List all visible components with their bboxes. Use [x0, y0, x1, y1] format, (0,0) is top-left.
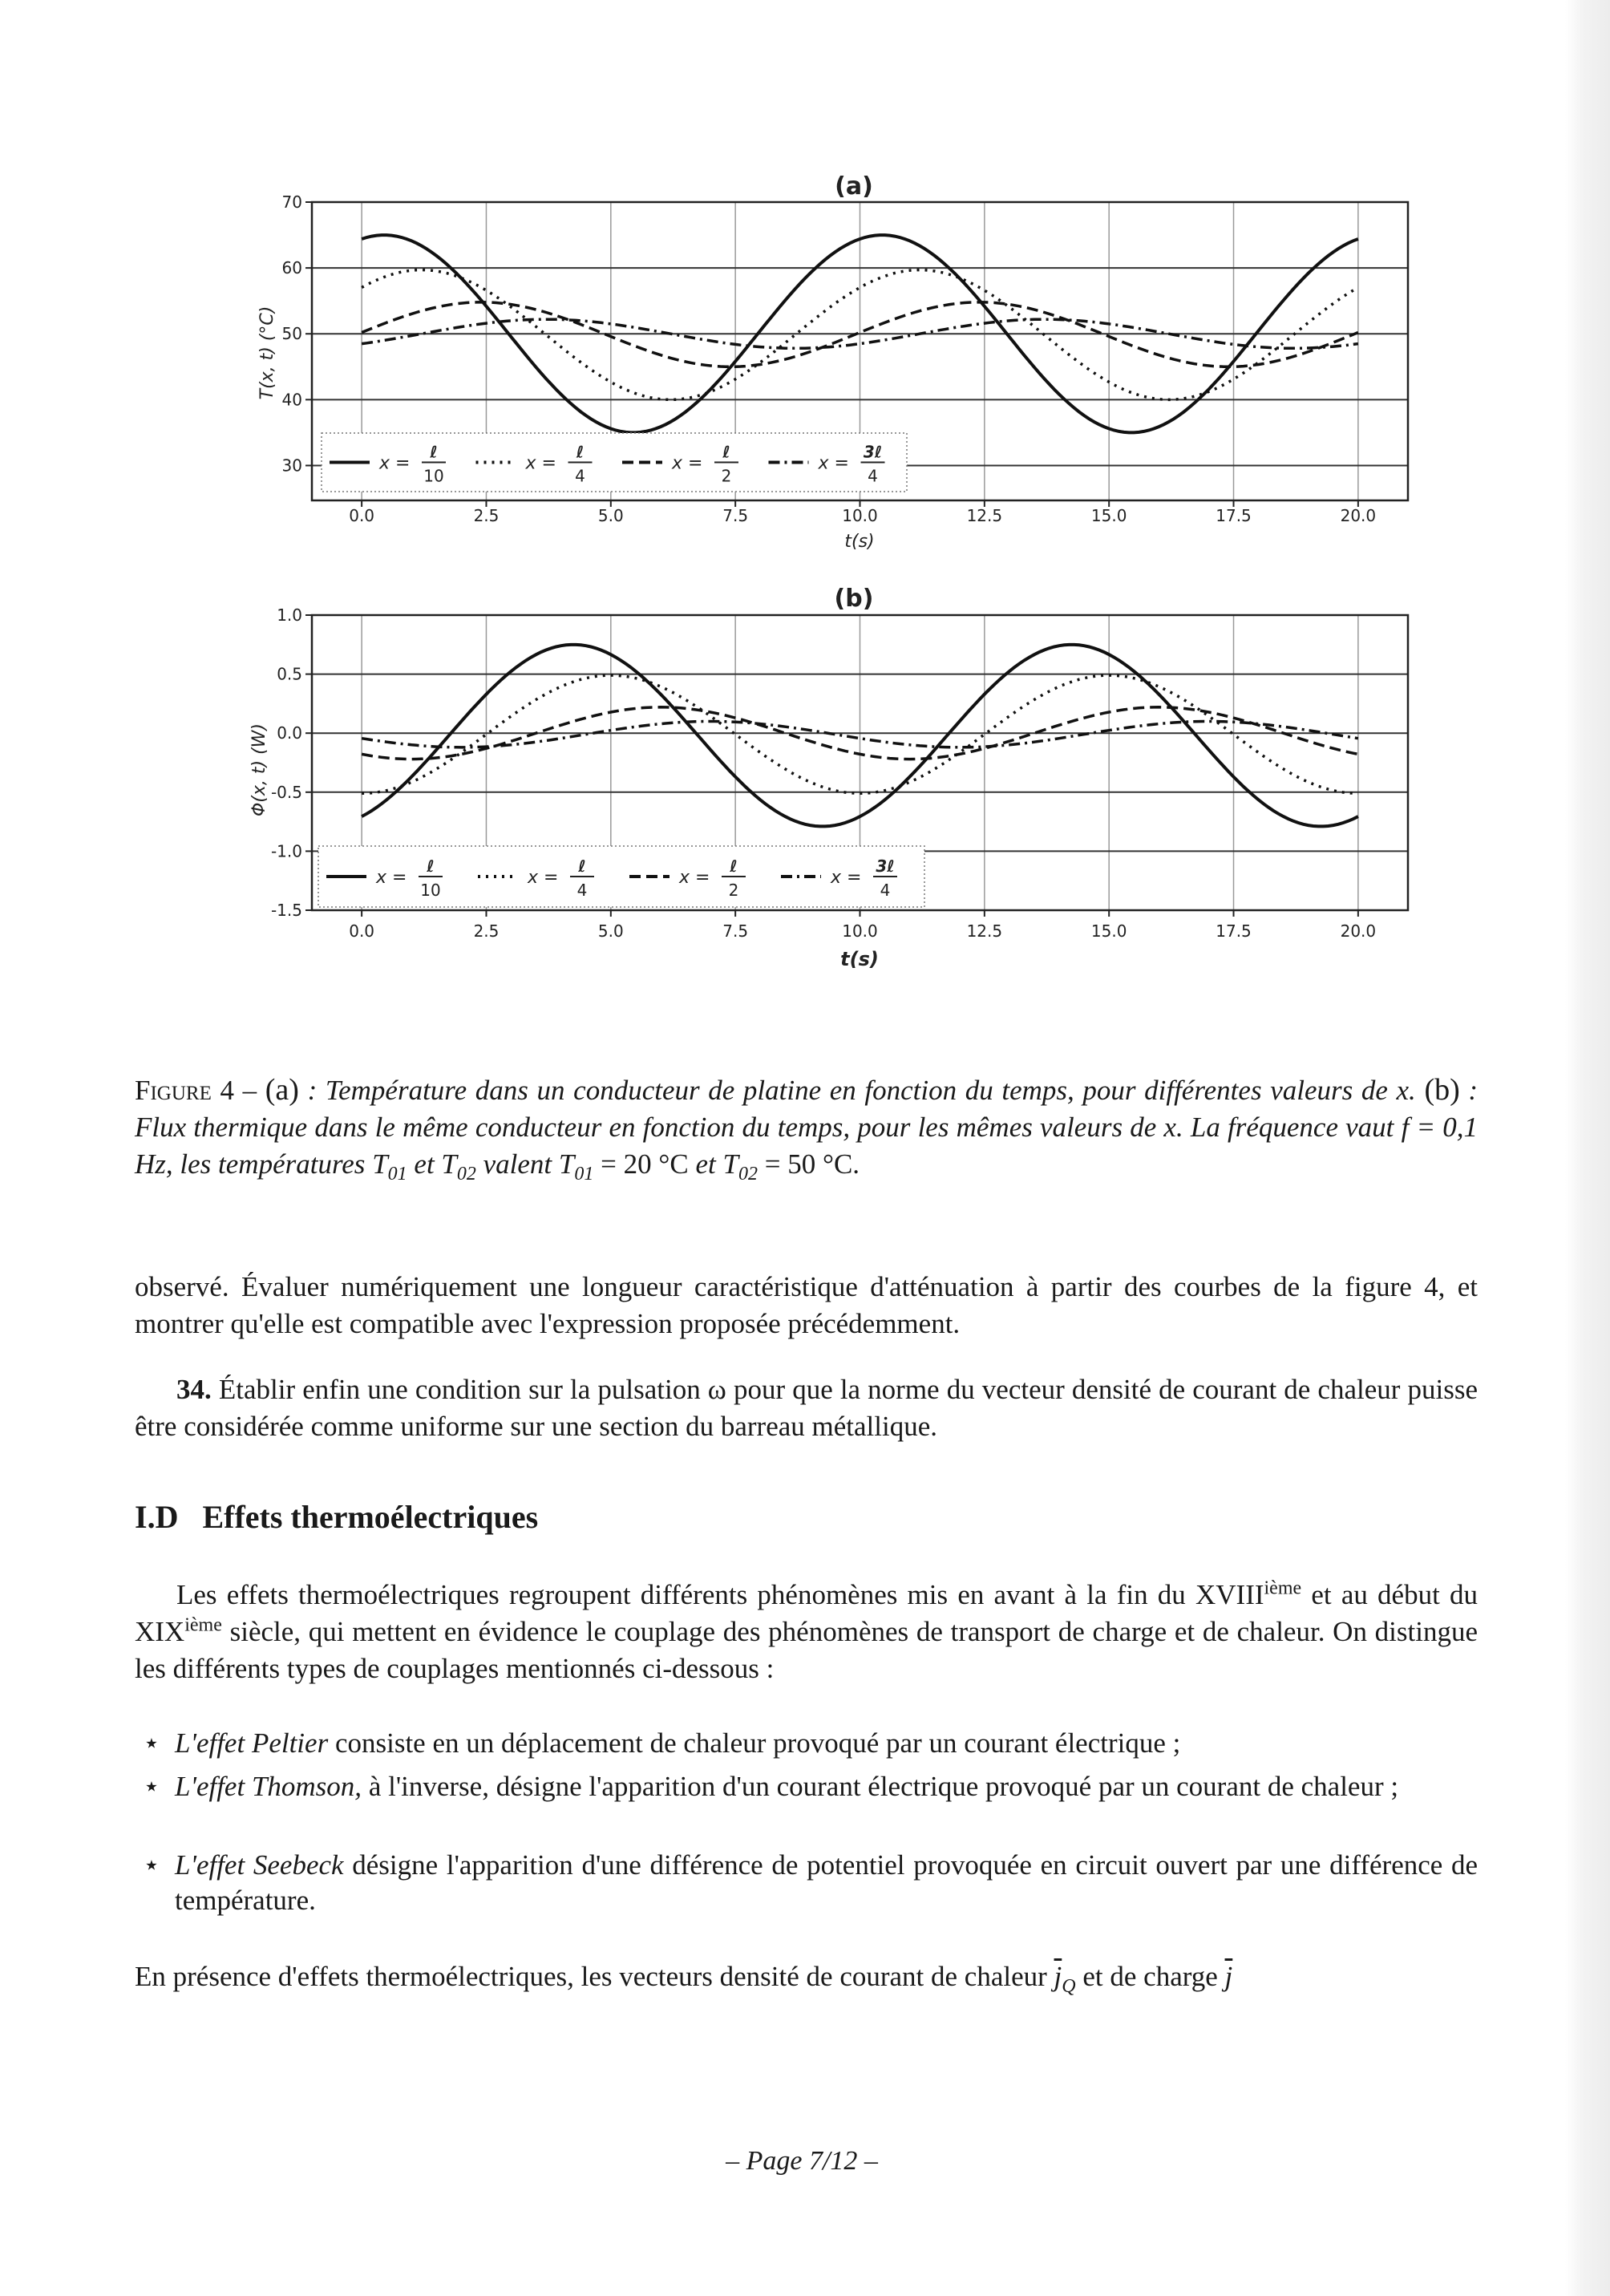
legend-fraction-denominator: 2: [728, 881, 739, 900]
t01-value-symbol: T: [558, 1148, 575, 1180]
star-icon: ⋆: [143, 1727, 160, 1759]
x-tick-label: 12.5: [966, 921, 1003, 941]
x-tick-label: 12.5: [966, 506, 1003, 525]
caption-label: Figure 4 –: [135, 1075, 257, 1106]
y-tick-label: -0.5: [270, 782, 302, 802]
t02-value-symbol: T: [722, 1148, 738, 1180]
legend-label: x =: [679, 868, 710, 888]
legend-fraction-denominator: 4: [868, 466, 878, 486]
intro-sup-1: ième: [1264, 1577, 1302, 1599]
jq-subscript: Q: [1062, 1976, 1076, 1997]
x-tick-label: 5.0: [597, 921, 624, 941]
bullet-peltier: [143, 1726, 1478, 1761]
chart-b-title: (b): [834, 585, 874, 613]
bullet-seebeck: [143, 1848, 1479, 1918]
y-tick-label: 30: [281, 456, 302, 476]
paragraph-intro: [135, 1577, 1478, 1687]
caption-et-2: et: [695, 1148, 716, 1180]
legend-fraction-numerator: 3ℓ: [876, 856, 895, 876]
t01-symbol: T: [372, 1148, 388, 1180]
jq-vector: $\overline{j}$: [1054, 1961, 1062, 1992]
x-tick-label: 20.0: [1340, 506, 1377, 525]
t02-value: = 50 °C.: [764, 1148, 860, 1180]
x-tick-label: 10.0: [842, 921, 878, 941]
star-icon: ⋆: [143, 1849, 160, 1881]
x-tick-label: 5.0: [597, 506, 624, 525]
y-tick-label: 0.0: [277, 723, 302, 743]
intro-part-3: siècle, qui mettent en évidence le couplage des phénomènes de transport de charge et de chaleur. On distingue les différents types de couplages mentionnés ci-dessous :: [135, 1616, 1479, 1684]
paragraph-presence: [135, 1958, 1478, 1995]
legend-label: x =: [831, 868, 862, 888]
x-tick-label: 15.0: [1090, 506, 1127, 525]
caption-valent: valent: [483, 1148, 552, 1180]
legend-fraction-denominator: 10: [420, 881, 441, 900]
presence-text: En présence d'effets thermoélectriques, les vecteurs densité de courant de chaleur: [135, 1961, 1047, 1992]
t01-value-subscript: 01: [574, 1164, 594, 1184]
chart-b-ylabel: Φ(x, t) (W): [249, 723, 269, 817]
paragraph-observe: observé. Évaluer numériquement une longueur caractéristique d'atténuation à partir des courbes de la figure 4, et montrer qu'elle est compatible avec l'expression proposée précédemment.: [135, 1271, 1478, 1339]
legend-fraction-numerator: ℓ: [578, 856, 586, 876]
legend-fraction-numerator: ℓ: [730, 856, 738, 876]
bullet-text: à l'inverse, désigne l'apparition d'un courant électrique provoqué par un courant de chaleur ;: [368, 1771, 1399, 1802]
j-vector: $\overline{j}$: [1224, 1961, 1233, 1992]
y-tick-label: 60: [281, 258, 302, 278]
legend-fraction-numerator: ℓ: [576, 442, 585, 462]
legend-label: x =: [672, 453, 703, 474]
y-tick-label: -1.0: [270, 841, 302, 861]
x-tick-label: 17.5: [1216, 921, 1252, 941]
x-tick-label: 7.5: [722, 506, 749, 525]
legend-fraction-denominator: 4: [576, 881, 588, 900]
x-tick-label: 2.5: [473, 921, 500, 941]
x-tick-label: 20.0: [1340, 921, 1377, 941]
caption-b-text: : Flux thermique dans le même conducteur en fonction du temps, pour les mêmes valeurs de x. La fréquence vaut: [135, 1075, 1479, 1143]
t02-subscript: 02: [456, 1164, 476, 1184]
y-tick-label: 0.5: [277, 664, 302, 684]
intro-sup-2: ième: [184, 1614, 222, 1636]
bullet-text: désigne l'apparition d'une différence de potentiel provoquée en circuit ouvert par une différence de température.: [175, 1849, 1479, 1916]
caption-frequency: f = 0,1 Hz,: [135, 1112, 1479, 1180]
caption-a-text: : Température dans un conducteur de platine en fonction du temps, pour différentes valeurs de x.: [307, 1075, 1416, 1106]
x-tick-label: 10.0: [842, 506, 878, 525]
bullet-term: L'effet Seebeck: [175, 1849, 344, 1881]
bullet-text: consiste en un déplacement de chaleur provoqué par un courant électrique ;: [334, 1727, 1181, 1759]
star-icon: ⋆: [143, 1771, 160, 1802]
legend-fraction-numerator: ℓ: [427, 856, 435, 876]
question-34-number: 34.: [176, 1374, 212, 1405]
bullet-term: L'effet Thomson,: [175, 1771, 362, 1802]
figure-b-flux-chart: [241, 569, 1443, 970]
legend-fraction-denominator: 10: [423, 466, 444, 486]
presence-and: et de charge: [1082, 1961, 1218, 1992]
y-tick-label: 70: [281, 192, 302, 212]
legend-label: x =: [818, 453, 849, 474]
intro-part-1: Les effets thermoélectriques regroupent différents phénomènes mis en avant à la fin du XVIII: [176, 1579, 1264, 1610]
bullet-term: L'effet Peltier: [175, 1727, 329, 1759]
legend-label: x =: [379, 453, 411, 474]
chart-b-xlabel: t(s): [840, 948, 879, 970]
scan-edge-shadow: [1565, 0, 1610, 2296]
legend-fraction-numerator: ℓ: [722, 442, 730, 462]
figure-caption: [135, 1071, 1478, 1183]
legend-fraction-denominator: 2: [721, 466, 732, 486]
y-tick-label: 1.0: [277, 605, 302, 625]
caption-b-marker: (b): [1424, 1073, 1460, 1107]
x-tick-label: 15.0: [1090, 921, 1127, 941]
x-tick-label: 7.5: [722, 921, 749, 941]
x-tick-label: 0.0: [349, 921, 375, 941]
section-heading: [135, 1498, 538, 1536]
legend-label: x =: [376, 868, 407, 888]
y-tick-label: 40: [281, 390, 302, 410]
chart-a-xlabel: t(s): [844, 532, 875, 552]
caption-a-marker: (a): [265, 1073, 299, 1107]
x-tick-label: 0.0: [349, 506, 375, 525]
t01-subscript: 01: [387, 1164, 407, 1184]
chart-a-title: (a): [835, 172, 873, 200]
x-tick-label: 17.5: [1216, 506, 1252, 525]
y-tick-label: 50: [281, 324, 302, 344]
section-title: Effets thermoélectriques: [202, 1499, 539, 1535]
y-tick-label: -1.5: [270, 901, 302, 920]
legend-fraction-denominator: 4: [880, 881, 891, 900]
legend-label: x =: [525, 453, 556, 474]
t02-symbol: T: [441, 1148, 457, 1180]
t01-value: = 20 °C: [601, 1148, 689, 1180]
section-number: I.D: [135, 1499, 179, 1535]
chart-a-ylabel: T(x, t) (°C): [257, 306, 277, 400]
legend-fraction-numerator: ℓ: [430, 442, 438, 462]
caption-et: et: [414, 1148, 435, 1180]
question-34-text: Établir enfin une condition sur la pulsation ω pour que la norme du vecteur densité de courant de chaleur puisse être considérée comme uniforme sur une section du barreau métallique.: [135, 1374, 1478, 1442]
t02-value-subscript: 02: [738, 1164, 758, 1184]
legend-label: x =: [528, 868, 559, 888]
caption-temps-text: les températures: [180, 1148, 366, 1180]
legend-fraction-numerator: 3ℓ: [863, 442, 883, 462]
legend-fraction-denominator: 4: [575, 466, 585, 486]
x-tick-label: 2.5: [473, 506, 500, 525]
figure-a-temperature-chart: [241, 160, 1443, 561]
page-number: – Page 7/12 –: [726, 2146, 878, 2176]
bullet-thomson: [143, 1769, 1478, 1804]
question-34: [135, 1371, 1478, 1445]
intro-part-2: et au début du XIX: [135, 1579, 1478, 1647]
